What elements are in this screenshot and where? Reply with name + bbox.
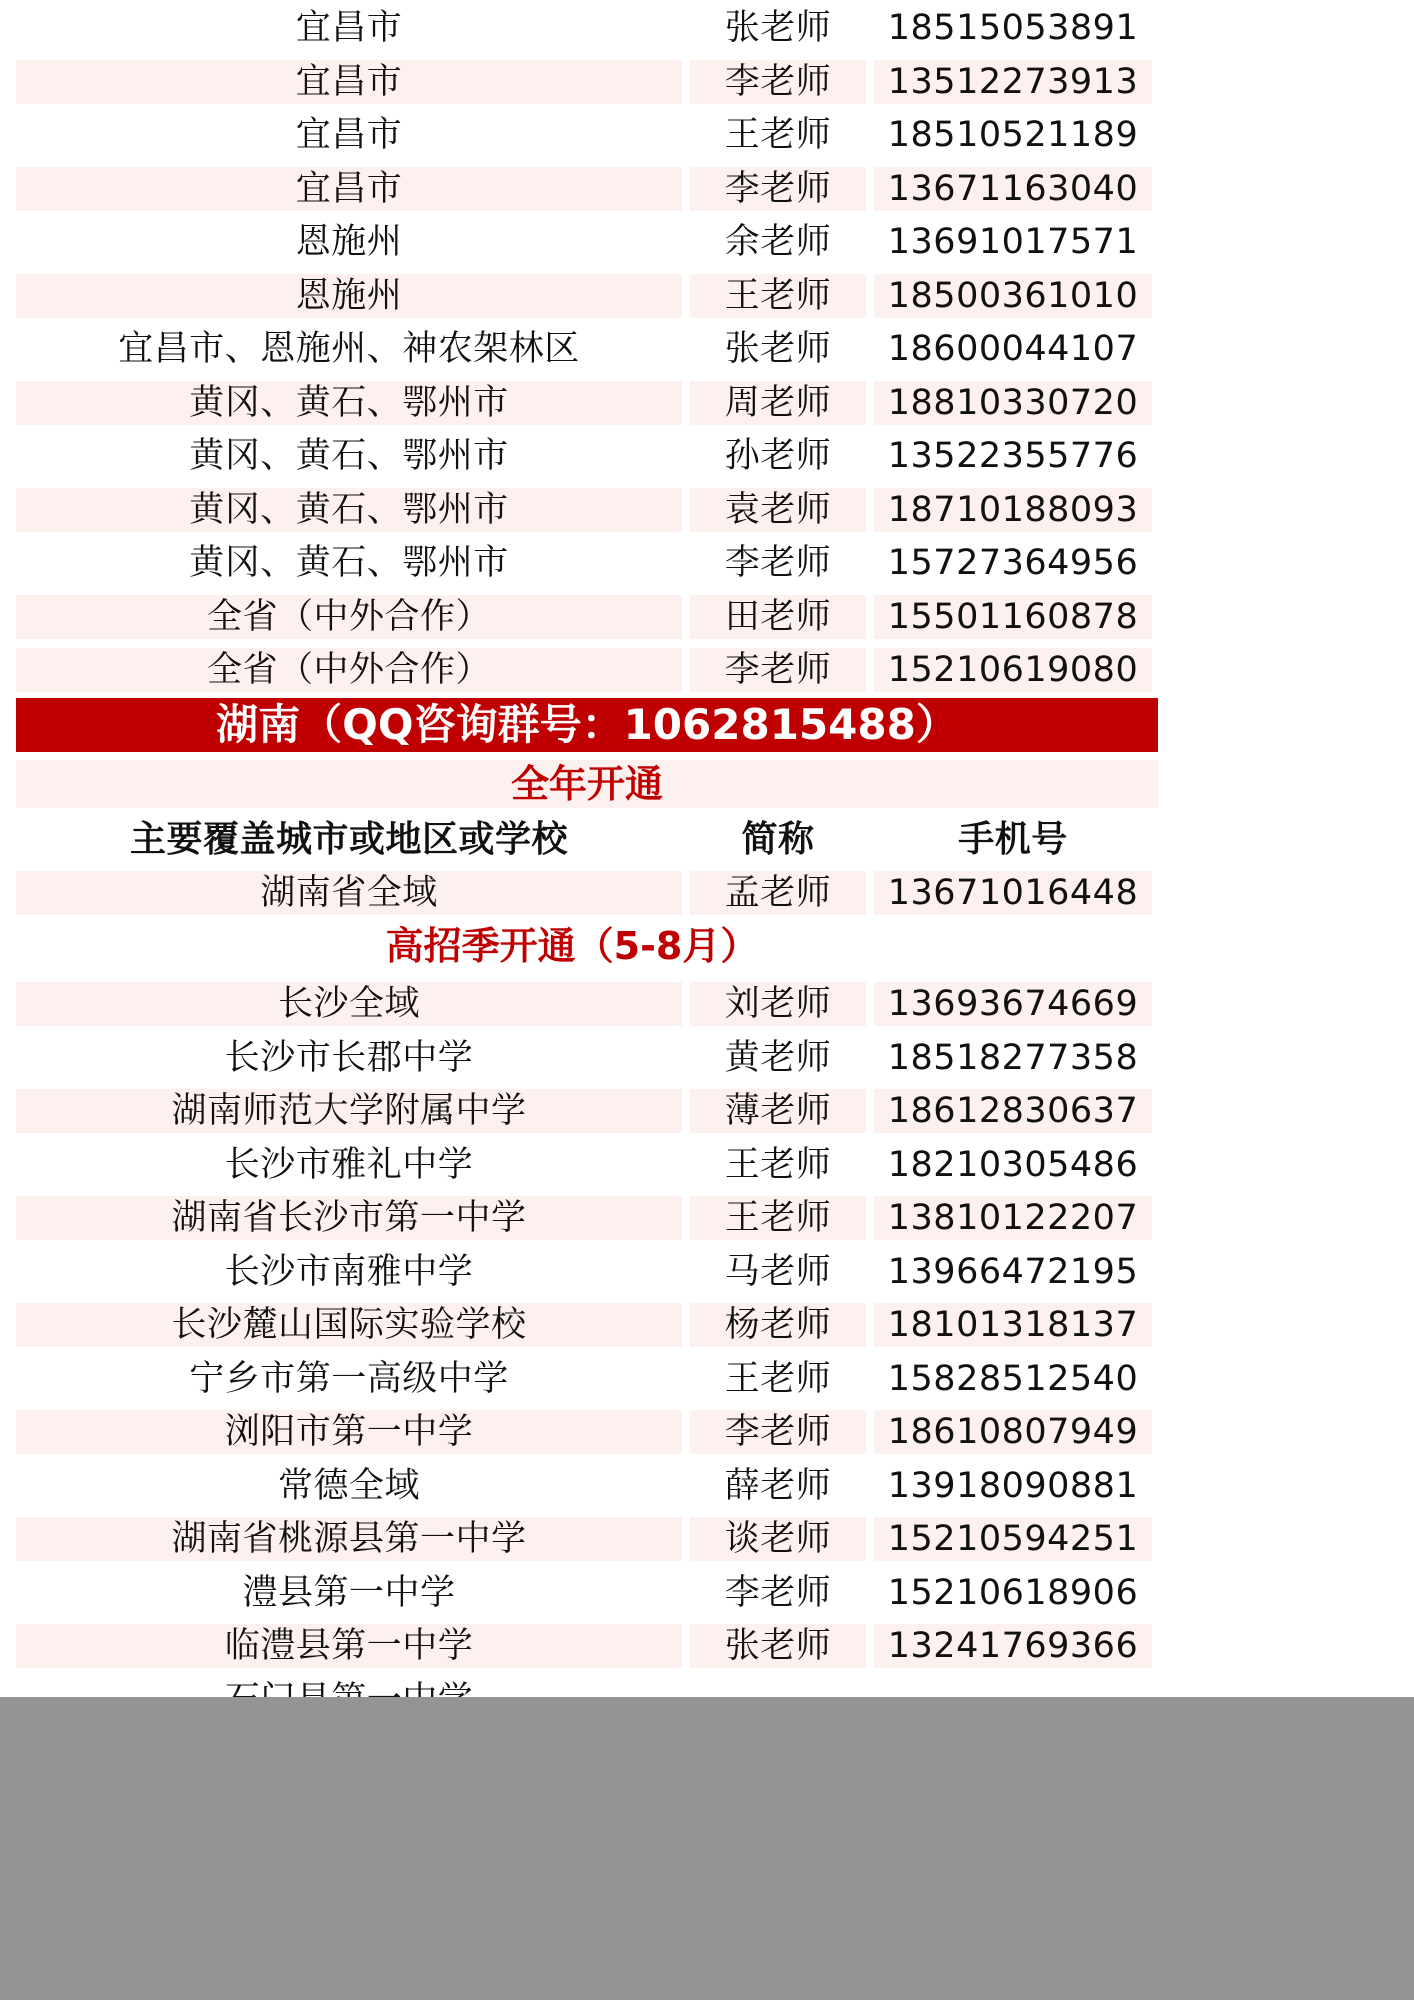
teacher-cell: 李老师 bbox=[724, 543, 832, 583]
area-cell: 长沙全域 bbox=[16, 982, 682, 1026]
province-banner-title: 湖南（QQ咨询群号：1062815488） bbox=[16, 698, 1158, 752]
phone-cell: 13522355776 bbox=[887, 436, 1139, 476]
phone-cell: 15501160878 bbox=[874, 595, 1152, 639]
table-row bbox=[0, 1190, 1414, 1244]
table-row bbox=[0, 976, 1414, 1030]
teacher-cell: 周老师 bbox=[690, 381, 866, 425]
hunan-season-table bbox=[0, 976, 1414, 1725]
teacher-cell: 刘老师 bbox=[690, 982, 866, 1026]
phone-cell: 18710188093 bbox=[874, 488, 1152, 532]
teacher-cell: 余老师 bbox=[724, 222, 832, 262]
table-row bbox=[0, 1030, 1414, 1084]
phone-cell: 13671163040 bbox=[874, 167, 1152, 211]
teacher-cell: 杨老师 bbox=[690, 1303, 866, 1347]
teacher-cell: 孙老师 bbox=[724, 436, 832, 476]
phone-cell: 13693674669 bbox=[874, 982, 1152, 1026]
area-cell: 长沙麓山国际实验学校 bbox=[16, 1303, 682, 1347]
table-row bbox=[0, 589, 1414, 643]
area-cell: 宜昌市 bbox=[16, 167, 682, 211]
area-cell: 恩施州 bbox=[295, 222, 403, 262]
table-row bbox=[0, 0, 1414, 54]
table-row bbox=[0, 535, 1414, 589]
phone-cell: 18612830637 bbox=[874, 1089, 1152, 1133]
area-cell: 宜昌市 bbox=[295, 8, 403, 48]
area-cell: 宜昌市 bbox=[16, 60, 682, 104]
column-header-row bbox=[0, 814, 1414, 865]
phone-cell: 18101318137 bbox=[874, 1303, 1152, 1347]
area-cell: 黄冈、黄石、鄂州市 bbox=[16, 381, 682, 425]
column-header-name: 简称 bbox=[741, 818, 815, 860]
section-full-year bbox=[0, 756, 1414, 814]
phone-cell: 18510521189 bbox=[887, 115, 1139, 155]
column-header-area: 主要覆盖城市或地区或学校 bbox=[129, 818, 568, 860]
area-cell: 常德全域 bbox=[277, 1465, 420, 1506]
teacher-cell: 袁老师 bbox=[690, 488, 866, 532]
table-row bbox=[0, 1458, 1414, 1512]
phone-cell: 18810330720 bbox=[874, 381, 1152, 425]
area-cell: 长沙市雅礼中学 bbox=[224, 1144, 474, 1185]
area-cell: 澧县第一中学 bbox=[242, 1572, 456, 1613]
teacher-cell: 王老师 bbox=[724, 1358, 832, 1399]
area-cell: 黄冈、黄石、鄂州市 bbox=[189, 543, 509, 583]
area-cell: 宁乡市第一高级中学 bbox=[189, 1358, 509, 1399]
table-row bbox=[0, 1351, 1414, 1405]
teacher-cell: 谈老师 bbox=[690, 1517, 866, 1561]
teacher-cell: 孟老师 bbox=[690, 871, 866, 915]
area-cell: 湖南省全域 bbox=[16, 871, 682, 915]
area-cell: 黄冈、黄石、鄂州市 bbox=[189, 436, 509, 476]
teacher-cell: 李老师 bbox=[690, 648, 866, 692]
table-row bbox=[0, 1297, 1414, 1351]
phone-cell: 15210594251 bbox=[874, 1517, 1152, 1561]
phone-cell: 13966472195 bbox=[887, 1251, 1139, 1292]
teacher-cell: 李老师 bbox=[690, 60, 866, 104]
gray-overlay-panel bbox=[0, 1697, 1414, 2000]
table-row bbox=[0, 107, 1414, 161]
province-banner bbox=[0, 696, 1414, 756]
teacher-cell: 张老师 bbox=[690, 1624, 866, 1668]
table-row bbox=[0, 1618, 1414, 1672]
area-cell: 长沙市长郡中学 bbox=[224, 1037, 474, 1078]
teacher-cell: 张老师 bbox=[724, 329, 832, 369]
phone-cell: 13810122207 bbox=[874, 1196, 1152, 1240]
area-cell: 宜昌市 bbox=[295, 115, 403, 155]
area-cell: 全省（中外合作） bbox=[16, 648, 682, 692]
teacher-cell: 张老师 bbox=[724, 8, 832, 48]
teacher-cell: 李老师 bbox=[690, 1410, 866, 1454]
column-header-phone: 手机号 bbox=[958, 818, 1068, 860]
phone-cell: 13918090881 bbox=[887, 1465, 1139, 1506]
table-row bbox=[0, 482, 1414, 536]
teacher-cell: 王老师 bbox=[724, 1144, 832, 1185]
table-row bbox=[0, 865, 1414, 919]
area-cell: 长沙市南雅中学 bbox=[224, 1251, 474, 1292]
teacher-cell: 李老师 bbox=[690, 167, 866, 211]
area-cell: 湖南师范大学附属中学 bbox=[16, 1089, 682, 1133]
area-cell: 全省（中外合作） bbox=[16, 595, 682, 639]
table-row bbox=[0, 214, 1414, 268]
area-cell: 宜昌市、恩施州、神农架林区 bbox=[118, 329, 580, 369]
section-title: 高招季开通（5-8月） bbox=[385, 924, 759, 968]
table-row bbox=[0, 54, 1414, 108]
teacher-cell: 薄老师 bbox=[690, 1089, 866, 1133]
phone-cell: 15210619080 bbox=[874, 648, 1152, 692]
section-title: 全年开通 bbox=[16, 760, 1158, 808]
area-cell: 临澧县第一中学 bbox=[16, 1624, 682, 1668]
phone-cell: 15210618906 bbox=[887, 1572, 1139, 1613]
table-row bbox=[0, 1404, 1414, 1458]
teacher-cell: 田老师 bbox=[690, 595, 866, 639]
area-cell: 黄冈、黄石、鄂州市 bbox=[16, 488, 682, 532]
phone-cell: 18600044107 bbox=[887, 329, 1139, 369]
phone-cell: 18515053891 bbox=[887, 8, 1139, 48]
table-row bbox=[0, 1244, 1414, 1298]
teacher-cell: 李老师 bbox=[724, 1572, 832, 1613]
table-row bbox=[0, 268, 1414, 322]
table-row bbox=[0, 642, 1414, 696]
teacher-cell: 王老师 bbox=[690, 1196, 866, 1240]
phone-cell: 18610807949 bbox=[874, 1410, 1152, 1454]
table-row bbox=[0, 1083, 1414, 1137]
phone-cell: 15828512540 bbox=[887, 1358, 1139, 1399]
phone-cell: 18500361010 bbox=[874, 274, 1152, 318]
table-row bbox=[0, 1511, 1414, 1565]
table-row bbox=[0, 375, 1414, 429]
table-row bbox=[0, 161, 1414, 215]
phone-cell: 18518277358 bbox=[887, 1037, 1139, 1078]
teacher-cell: 黄老师 bbox=[724, 1037, 832, 1078]
phone-cell: 15727364956 bbox=[887, 543, 1139, 583]
phone-cell: 13691017571 bbox=[887, 222, 1139, 262]
section-season bbox=[0, 918, 1414, 976]
table-row bbox=[0, 428, 1414, 482]
teacher-cell: 王老师 bbox=[724, 115, 832, 155]
table-row bbox=[0, 321, 1414, 375]
phone-cell: 18210305486 bbox=[887, 1144, 1139, 1185]
area-cell: 恩施州 bbox=[16, 274, 682, 318]
area-cell: 浏阳市第一中学 bbox=[16, 1410, 682, 1454]
teacher-cell: 王老师 bbox=[690, 274, 866, 318]
area-cell: 湖南省桃源县第一中学 bbox=[16, 1517, 682, 1561]
hubei-contact-table bbox=[0, 0, 1414, 696]
phone-cell: 13512273913 bbox=[874, 60, 1152, 104]
teacher-cell: 薛老师 bbox=[724, 1465, 832, 1506]
teacher-cell: 马老师 bbox=[724, 1251, 832, 1292]
phone-cell: 13241769366 bbox=[874, 1624, 1152, 1668]
table-row bbox=[0, 1565, 1414, 1619]
table-row bbox=[0, 1137, 1414, 1191]
phone-cell: 13671016448 bbox=[874, 871, 1152, 915]
area-cell: 湖南省长沙市第一中学 bbox=[16, 1196, 682, 1240]
